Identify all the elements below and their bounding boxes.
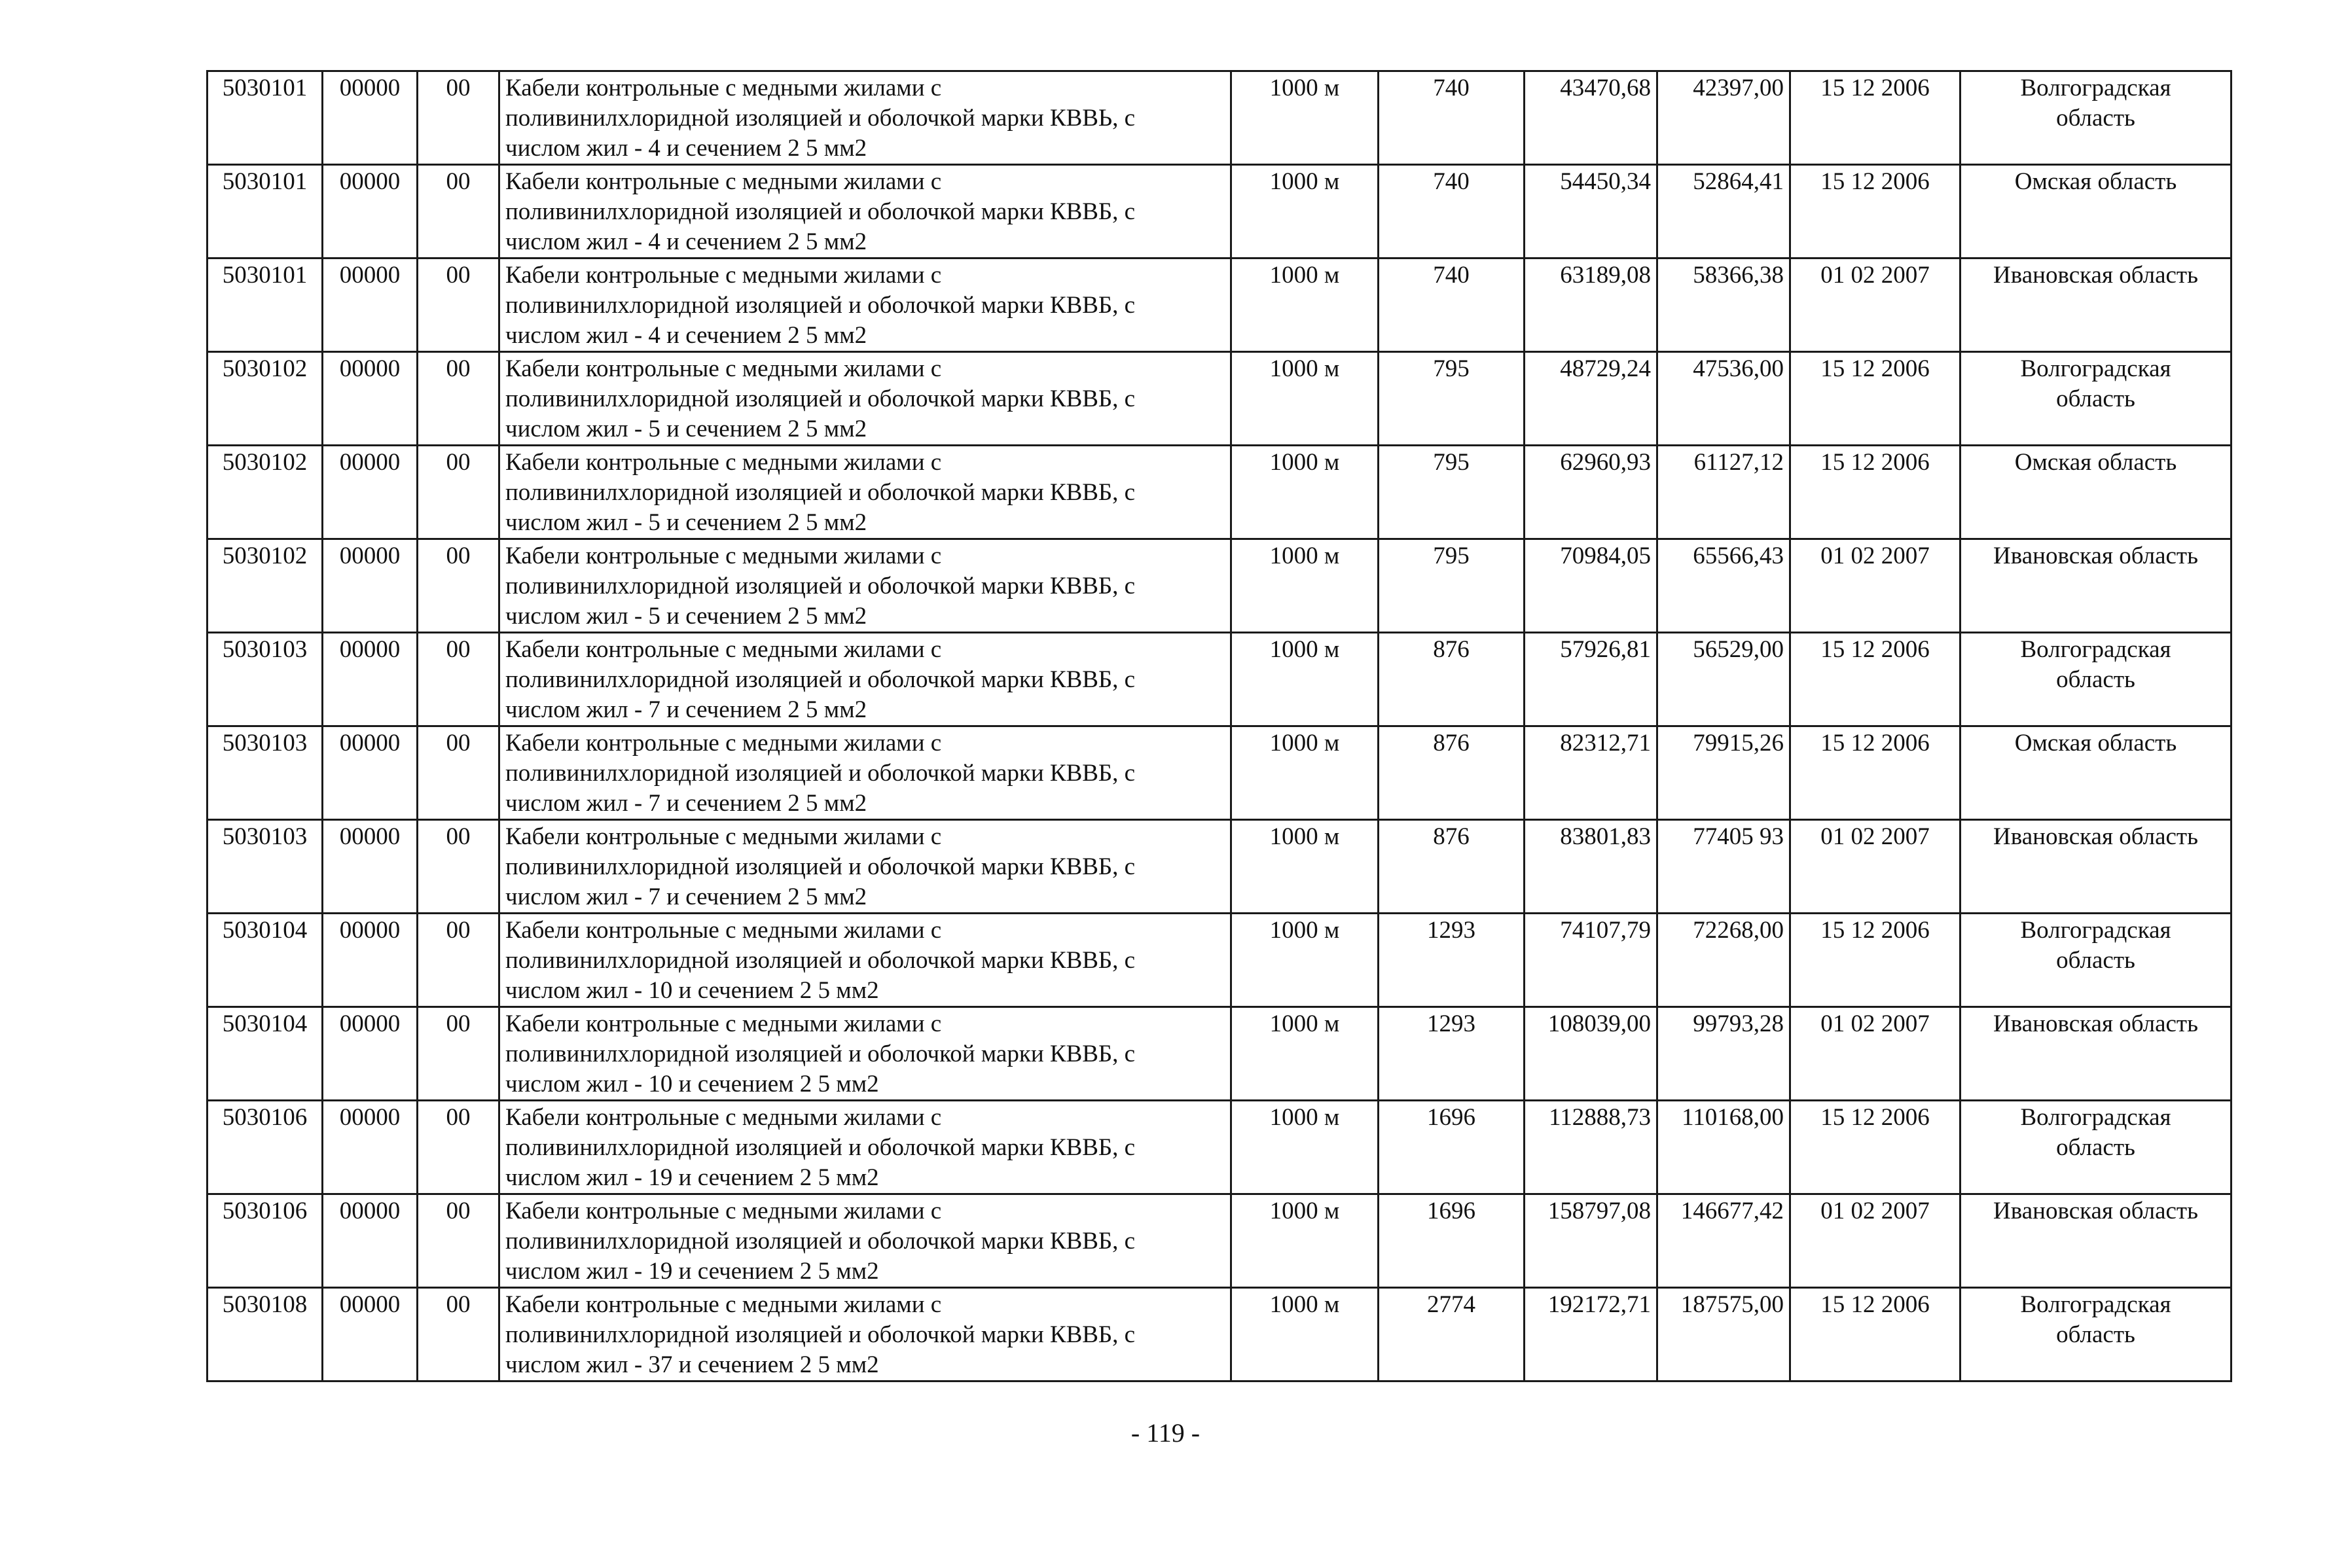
price-cell: 82312,71: [1525, 726, 1657, 820]
region-line: Ивановская область: [1993, 543, 2198, 569]
unit-cell: 1000 м: [1231, 1007, 1379, 1101]
sub-code-cell: 00000: [323, 914, 418, 1007]
date-cell: 15 12 2006: [1790, 352, 1961, 446]
price-cell: 108039,00: [1525, 1007, 1657, 1101]
date-cell: 01 02 2007: [1790, 1194, 1961, 1288]
description-line: Кабели контрольные с медными жилами с: [505, 1291, 942, 1318]
cable-price-table: [206, 70, 2232, 1382]
price-cell: 187575,00: [1657, 1288, 1790, 1381]
region-line: область: [2056, 947, 2135, 974]
price-cell: 99793,28: [1657, 1007, 1790, 1101]
region-line: область: [2056, 666, 2135, 693]
unit-cell: 1000 м: [1231, 165, 1379, 258]
unit-cell: 1000 м: [1231, 1194, 1379, 1288]
region-line: Омская область: [2014, 168, 2177, 195]
description-line: числом жил - 37 и сечением 2 5 мм2: [505, 1351, 879, 1378]
description-line: поливинилхлоридной изоляцией и оболочкой марки КВВБ, с: [505, 760, 1136, 787]
description-cell: [499, 820, 1231, 914]
region-line: Волгоградская: [2020, 1291, 2171, 1318]
description-line: числом жил - 19 и сечением 2 5 мм2: [505, 1164, 879, 1191]
date-cell: 15 12 2006: [1790, 633, 1961, 726]
price-cell: 70984,05: [1525, 539, 1657, 633]
region-cell: [1961, 726, 2232, 820]
sub-code-cell: 00000: [323, 1288, 418, 1381]
unit-cell: 1000 м: [1231, 820, 1379, 914]
item-code-cell: 5030108: [208, 1288, 323, 1381]
price-cell: 146677,42: [1657, 1194, 1790, 1288]
region-line: Волгоградская: [2020, 636, 2171, 663]
date-cell: 15 12 2006: [1790, 446, 1961, 539]
quantity-cell: 795: [1379, 352, 1525, 446]
price-cell: 83801,83: [1525, 820, 1657, 914]
unit-cell: 1000 м: [1231, 726, 1379, 820]
unit-cell: 1000 м: [1231, 914, 1379, 1007]
price-cell: 79915,26: [1657, 726, 1790, 820]
region-cell: [1961, 539, 2232, 633]
ext-code-cell: 00: [418, 71, 499, 165]
item-code-cell: 5030101: [208, 71, 323, 165]
table-row: [208, 71, 2232, 165]
ext-code-cell: 00: [418, 1288, 499, 1381]
description-line: числом жил - 4 и сечением 2 5 мм2: [505, 135, 867, 162]
table-row: [208, 1101, 2232, 1194]
description-line: числом жил - 7 и сечением 2 5 мм2: [505, 696, 867, 723]
table-row: [208, 446, 2232, 539]
region-cell: [1961, 914, 2232, 1007]
sub-code-cell: 00000: [323, 633, 418, 726]
description-line: Кабели контрольные с медными жилами с: [505, 355, 942, 382]
description-line: числом жил - 4 и сечением 2 5 мм2: [505, 322, 867, 349]
item-code-cell: 5030103: [208, 726, 323, 820]
description-line: Кабели контрольные с медными жилами с: [505, 168, 942, 195]
description-line: Кабели контрольные с медными жилами с: [505, 449, 942, 476]
unit-cell: 1000 м: [1231, 71, 1379, 165]
price-cell: 65566,43: [1657, 539, 1790, 633]
date-cell: 15 12 2006: [1790, 71, 1961, 165]
unit-cell: 1000 м: [1231, 633, 1379, 726]
description-line: Кабели контрольные с медными жилами с: [505, 1104, 942, 1131]
description-cell: [499, 1007, 1231, 1101]
region-line: область: [2056, 1134, 2135, 1161]
description-line: числом жил - 5 и сечением 2 5 мм2: [505, 603, 867, 630]
item-code-cell: 5030104: [208, 1007, 323, 1101]
region-line: Волгоградская: [2020, 355, 2171, 382]
description-cell: [499, 165, 1231, 258]
description-cell: [499, 914, 1231, 1007]
description-cell: [499, 633, 1231, 726]
region-line: Омская область: [2014, 730, 2177, 757]
region-line: Ивановская область: [1993, 262, 2198, 289]
quantity-cell: 1696: [1379, 1101, 1525, 1194]
date-cell: 01 02 2007: [1790, 820, 1961, 914]
ext-code-cell: 00: [418, 352, 499, 446]
description-line: числом жил - 10 и сечением 2 5 мм2: [505, 977, 879, 1004]
description-cell: [499, 1288, 1231, 1381]
table-row: [208, 352, 2232, 446]
region-cell: [1961, 352, 2232, 446]
table-row: [208, 1194, 2232, 1288]
item-code-cell: 5030104: [208, 914, 323, 1007]
price-cell: 110168,00: [1657, 1101, 1790, 1194]
price-cell: 57926,81: [1525, 633, 1657, 726]
description-line: поливинилхлоридной изоляцией и оболочкой марки КВВБ, с: [505, 666, 1136, 693]
region-cell: [1961, 1194, 2232, 1288]
unit-cell: 1000 м: [1231, 446, 1379, 539]
quantity-cell: 876: [1379, 633, 1525, 726]
region-cell: [1961, 633, 2232, 726]
region-cell: [1961, 1007, 2232, 1101]
description-line: поливинилхлоридной изоляцией и оболочкой марки КВВБ, с: [505, 198, 1136, 225]
quantity-cell: 2774: [1379, 1288, 1525, 1381]
region-line: Ивановская область: [1993, 823, 2198, 850]
price-cell: 54450,34: [1525, 165, 1657, 258]
date-cell: 15 12 2006: [1790, 1288, 1961, 1381]
region-line: Ивановская область: [1993, 1198, 2198, 1224]
quantity-cell: 1293: [1379, 914, 1525, 1007]
sub-code-cell: 00000: [323, 1194, 418, 1288]
ext-code-cell: 00: [418, 820, 499, 914]
unit-cell: 1000 м: [1231, 258, 1379, 352]
sub-code-cell: 00000: [323, 165, 418, 258]
item-code-cell: 5030103: [208, 820, 323, 914]
price-cell: 56529,00: [1657, 633, 1790, 726]
date-cell: 15 12 2006: [1790, 1101, 1961, 1194]
description-line: поливинилхлоридной изоляцией и оболочкой марки КВВЬ, с: [505, 105, 1136, 132]
sub-code-cell: 00000: [323, 539, 418, 633]
description-line: поливинилхлоридной изоляцией и оболочкой марки КВВБ, с: [505, 1134, 1136, 1161]
table-row: [208, 258, 2232, 352]
ext-code-cell: 00: [418, 446, 499, 539]
unit-cell: 1000 м: [1231, 539, 1379, 633]
quantity-cell: 740: [1379, 71, 1525, 165]
description-cell: [499, 446, 1231, 539]
ext-code-cell: 00: [418, 914, 499, 1007]
description-cell: [499, 71, 1231, 165]
price-cell: 112888,73: [1525, 1101, 1657, 1194]
table-row: [208, 820, 2232, 914]
date-cell: 01 02 2007: [1790, 1007, 1961, 1101]
description-line: Кабели контрольные с медными жилами с: [505, 636, 942, 663]
region-line: область: [2056, 385, 2135, 412]
description-line: числом жил - 4 и сечением 2 5 мм2: [505, 228, 867, 255]
sub-code-cell: 00000: [323, 446, 418, 539]
description-line: поливинилхлоридной изоляцией и оболочкой марки КВВБ, с: [505, 1041, 1136, 1067]
description-line: поливинилхлоридной изоляцией и оболочкой марки КВВБ, с: [505, 385, 1136, 412]
item-code-cell: 5030101: [208, 258, 323, 352]
description-line: Кабели контрольные с медными жилами с: [505, 823, 942, 850]
page-number: - 119 -: [1130, 1418, 1201, 1448]
ext-code-cell: 00: [418, 1007, 499, 1101]
region-line: Омская область: [2014, 449, 2177, 476]
unit-cell: 1000 м: [1231, 352, 1379, 446]
description-line: Кабели контрольные с медными жилами с: [505, 75, 942, 101]
quantity-cell: 1696: [1379, 1194, 1525, 1288]
description-cell: [499, 1194, 1231, 1288]
description-line: Кабели контрольные с медными жилами с: [505, 262, 942, 289]
table-row: [208, 165, 2232, 258]
item-code-cell: 5030102: [208, 539, 323, 633]
price-cell: 42397,00: [1657, 71, 1790, 165]
table-row: [208, 539, 2232, 633]
price-cell: 58366,38: [1657, 258, 1790, 352]
description-line: Кабели контрольные с медными жилами с: [505, 917, 942, 944]
date-cell: 01 02 2007: [1790, 258, 1961, 352]
description-cell: [499, 258, 1231, 352]
ext-code-cell: 00: [418, 258, 499, 352]
quantity-cell: 740: [1379, 258, 1525, 352]
item-code-cell: 5030106: [208, 1101, 323, 1194]
quantity-cell: 876: [1379, 820, 1525, 914]
date-cell: 15 12 2006: [1790, 914, 1961, 1007]
quantity-cell: 876: [1379, 726, 1525, 820]
ext-code-cell: 00: [418, 1194, 499, 1288]
quantity-cell: 795: [1379, 446, 1525, 539]
price-cell: 74107,79: [1525, 914, 1657, 1007]
table-row: [208, 914, 2232, 1007]
description-line: числом жил - 10 и сечением 2 5 мм2: [505, 1071, 879, 1097]
region-line: Ивановская область: [1993, 1010, 2198, 1037]
description-line: Кабели контрольные с медными жилами с: [505, 1198, 942, 1224]
description-line: поливинилхлоридной изоляцией и оболочкой марки КВВБ, с: [505, 853, 1136, 880]
ext-code-cell: 00: [418, 165, 499, 258]
description-cell: [499, 352, 1231, 446]
region-line: область: [2056, 105, 2135, 132]
region-cell: [1961, 258, 2232, 352]
description-line: числом жил - 5 и сечением 2 5 мм2: [505, 509, 867, 536]
price-cell: 43470,68: [1525, 71, 1657, 165]
region-cell: [1961, 165, 2232, 258]
description-line: поливинилхлоридной изоляцией и оболочкой марки КВВБ, с: [505, 1228, 1136, 1255]
price-cell: 48729,24: [1525, 352, 1657, 446]
table-row: [208, 633, 2232, 726]
item-code-cell: 5030102: [208, 446, 323, 539]
price-cell: 72268,00: [1657, 914, 1790, 1007]
region-line: Волгоградская: [2020, 917, 2171, 944]
region-cell: [1961, 1288, 2232, 1381]
description-line: поливинилхлоридной изоляцией и оболочкой марки КВВБ, с: [505, 573, 1136, 599]
ext-code-cell: 00: [418, 1101, 499, 1194]
price-cell: 52864,41: [1657, 165, 1790, 258]
unit-cell: 1000 м: [1231, 1288, 1379, 1381]
date-cell: 15 12 2006: [1790, 165, 1961, 258]
quantity-cell: 795: [1379, 539, 1525, 633]
sub-code-cell: 00000: [323, 352, 418, 446]
sub-code-cell: 00000: [323, 71, 418, 165]
description-line: поливинилхлоридной изоляцией и оболочкой марки КВВБ, с: [505, 1321, 1136, 1348]
description-line: Кабели контрольные с медными жилами с: [505, 1010, 942, 1037]
description-line: поливинилхлоридной изоляцией и оболочкой марки КВВБ, с: [505, 947, 1136, 974]
price-cell: 47536,00: [1657, 352, 1790, 446]
description-cell: [499, 1101, 1231, 1194]
description-line: поливинилхлоридной изоляцией и оболочкой марки КВВБ, с: [505, 479, 1136, 506]
price-cell: 62960,93: [1525, 446, 1657, 539]
description-line: Кабели контрольные с медными жилами с: [505, 543, 942, 569]
date-cell: 15 12 2006: [1790, 726, 1961, 820]
ext-code-cell: 00: [418, 539, 499, 633]
description-line: Кабели контрольные с медными жилами с: [505, 730, 942, 757]
price-cell: 61127,12: [1657, 446, 1790, 539]
ext-code-cell: 00: [418, 633, 499, 726]
table-row: [208, 726, 2232, 820]
description-line: поливинилхлоридной изоляцией и оболочкой марки КВВБ, с: [505, 292, 1136, 319]
region-cell: [1961, 820, 2232, 914]
region-cell: [1961, 71, 2232, 165]
ext-code-cell: 00: [418, 726, 499, 820]
item-code-cell: 5030103: [208, 633, 323, 726]
description-line: числом жил - 7 и сечением 2 5 мм2: [505, 790, 867, 817]
item-code-cell: 5030106: [208, 1194, 323, 1288]
sub-code-cell: 00000: [323, 1007, 418, 1101]
unit-cell: 1000 м: [1231, 1101, 1379, 1194]
quantity-cell: 740: [1379, 165, 1525, 258]
description-line: числом жил - 19 и сечением 2 5 мм2: [505, 1258, 879, 1285]
sub-code-cell: 00000: [323, 258, 418, 352]
price-cell: 158797,08: [1525, 1194, 1657, 1288]
sub-code-cell: 00000: [323, 726, 418, 820]
region-cell: [1961, 1101, 2232, 1194]
region-line: область: [2056, 1321, 2135, 1348]
date-cell: 01 02 2007: [1790, 539, 1961, 633]
price-cell: 77405 93: [1657, 820, 1790, 914]
table-body: [208, 71, 2232, 1381]
description-cell: [499, 726, 1231, 820]
description-line: числом жил - 5 и сечением 2 5 мм2: [505, 416, 867, 442]
price-cell: 63189,08: [1525, 258, 1657, 352]
description-cell: [499, 539, 1231, 633]
description-line: числом жил - 7 и сечением 2 5 мм2: [505, 883, 867, 910]
item-code-cell: 5030101: [208, 165, 323, 258]
quantity-cell: 1293: [1379, 1007, 1525, 1101]
region-line: Волгоградская: [2020, 75, 2171, 101]
region-cell: [1961, 446, 2232, 539]
item-code-cell: 5030102: [208, 352, 323, 446]
price-cell: 192172,71: [1525, 1288, 1657, 1381]
sub-code-cell: 00000: [323, 1101, 418, 1194]
table-row: [208, 1007, 2232, 1101]
table-row: [208, 1288, 2232, 1381]
sub-code-cell: 00000: [323, 820, 418, 914]
region-line: Волгоградская: [2020, 1104, 2171, 1131]
